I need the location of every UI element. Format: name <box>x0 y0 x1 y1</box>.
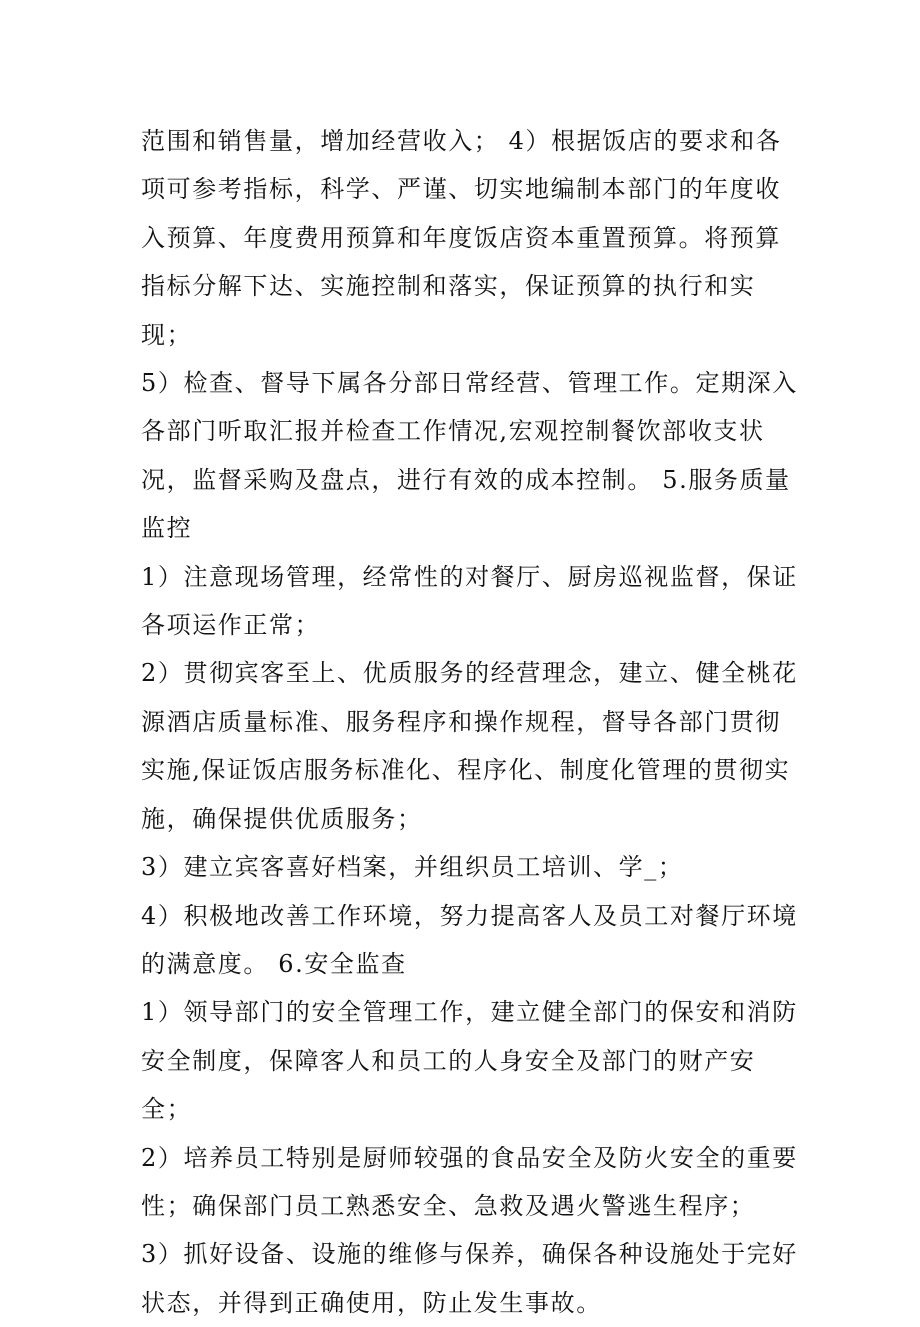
paragraph-9: 3）抓好设备、设施的维修与保养，确保各种设施处于完好状态，并得到正确使用，防止发生事故。 <box>141 1240 798 1317</box>
paragraph-2: 5）检查、督导下属各分部日常经营、管理工作。定期深入各部门听取汇报并检查工作情况,宏观控制餐饮部收支状况，监督采购及盘点，进行有效的成本控制。 5.服务质量监控 <box>141 369 798 543</box>
paragraph-8: 2）培养员工特别是厨师较强的食品安全及防火安全的重要性；确保部门员工熟悉安全、急救及遇火警逃生程序； <box>141 1143 798 1220</box>
paragraph-4: 2）贯彻宾客至上、优质服务的经营理念，建立、健全桃花源酒店质量标准、服务程序和操作规程，督导各部门贯彻实施,保证饭店服务标准化、程序化、制度化管理的贯彻实施，确保提供优质服务； <box>141 659 798 833</box>
paragraph-7: 1）领导部门的安全管理工作，建立健全部门的保安和消防安全制度，保障客人和员工的人身安全及部门的财产安全； <box>141 998 798 1124</box>
paragraph-5: 3）建立宾客喜好档案，并组织员工培训、学_； <box>141 853 684 882</box>
paragraph-6: 4）积极地改善工作环境，努力提高客人及员工对餐厅环境的满意度。 6.安全监查 <box>141 901 798 978</box>
document-body <box>141 117 801 1327</box>
paragraph-3: 1）注意现场管理，经常性的对餐厅、厨房巡视监督，保证各项运作正常； <box>141 562 798 640</box>
paragraph-1: 范围和销售量，增加经营收入； 4）根据饭店的要求和各项可参考指标，科学、严谨、切实地编制本部门的年度收入预算、年度费用预算和年度饭店资本重置预算。将预算指标分解下达、实施控制和落实，保证预算的执行和实现； <box>141 127 782 349</box>
